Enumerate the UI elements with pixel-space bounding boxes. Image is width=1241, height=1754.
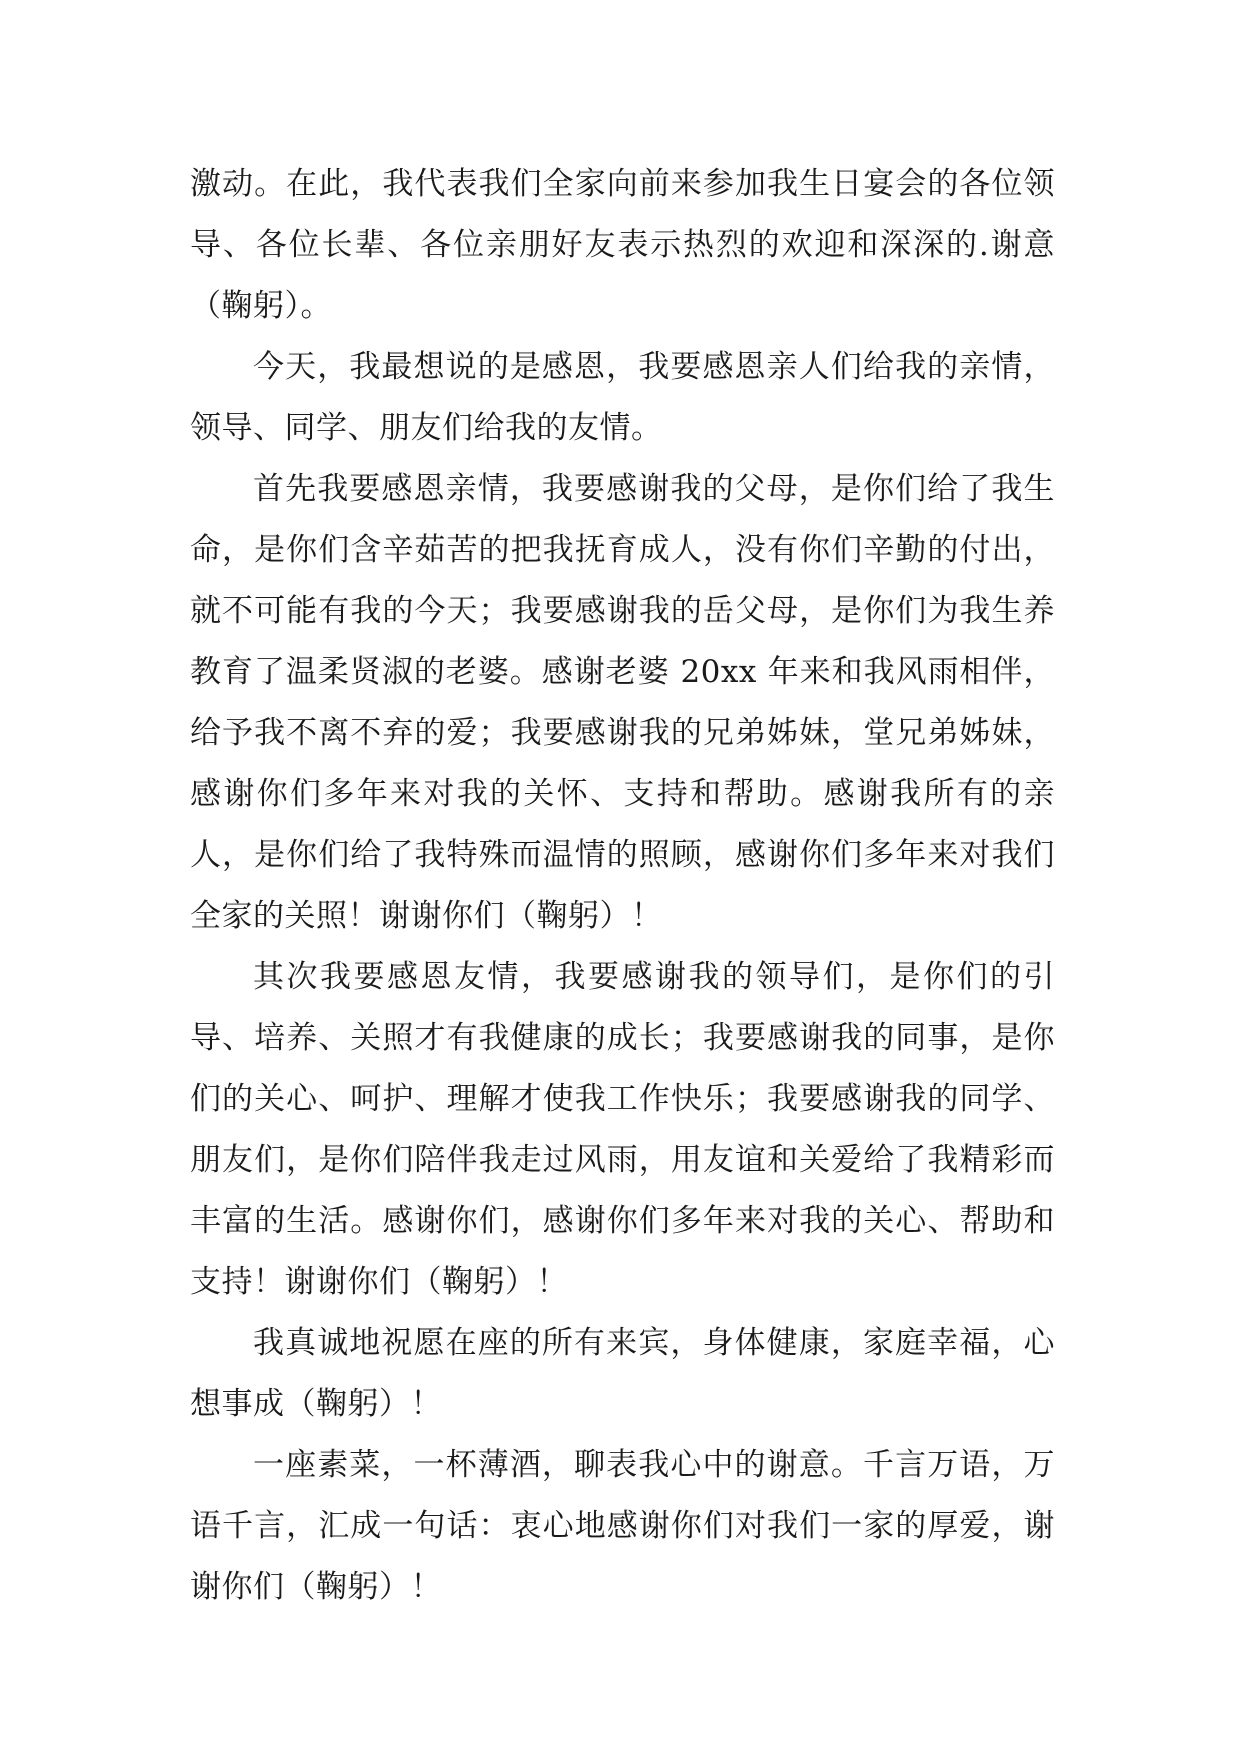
paragraph-5: 我真诚地祝愿在座的所有来宾，身体健康，家庭幸福，心想事成（鞠躬）！ (190, 1325, 1055, 1422)
document-body (190, 154, 1055, 1618)
paragraph-6: 一座素菜，一杯薄酒，聊表我心中的谢意。千言万语，万语千言，汇成一句话：衷心地感谢你们对我们一家的厚爱，谢谢你们（鞠躬）！ (190, 1447, 1055, 1605)
paragraph-4: 其次我要感恩友情，我要感谢我的领导们，是你们的引导、培养、关照才有我健康的成长；我要感谢我的同事，是你们的关心、呵护、理解才使我工作快乐；我要感谢我的同学、朋友们，是你们陪伴我走过风雨，用友谊和关爱给了我精彩而丰富的生活。感谢你们，感谢你们多年来对我的关心、帮助和支持！谢谢你们（鞠躬）！ (190, 959, 1055, 1300)
paragraph-1: 激动。在此，我代表我们全家向前来参加我生日宴会的各位领导、各位长辈、各位亲朋好友表示热烈的欢迎和深深的.谢意（鞠躬）。 (190, 166, 1055, 324)
paragraph-2: 今天，我最想说的是感恩，我要感恩亲人们给我的亲情，领导、同学、朋友们给我的友情。 (190, 349, 1055, 446)
paragraph-3: 首先我要感恩亲情，我要感谢我的父母，是你们给了我生命，是你们含辛茹苦的把我抚育成人，没有你们辛勤的付出，就不可能有我的今天；我要感谢我的岳父母，是你们为我生养教育了温柔贤淑的老婆。感谢老婆 20xx 年来和我风雨相伴，给予我不离不弃的爱；我要感谢我的兄弟姊妹，堂兄弟姊妹，感谢你们多年来对我的关怀、支持和帮助。感谢我所有的亲人，是你们给了我特殊而温情的照顾，感谢你们多年来对我们全家的关照！谢谢你们（鞠躬）！ (190, 471, 1055, 934)
